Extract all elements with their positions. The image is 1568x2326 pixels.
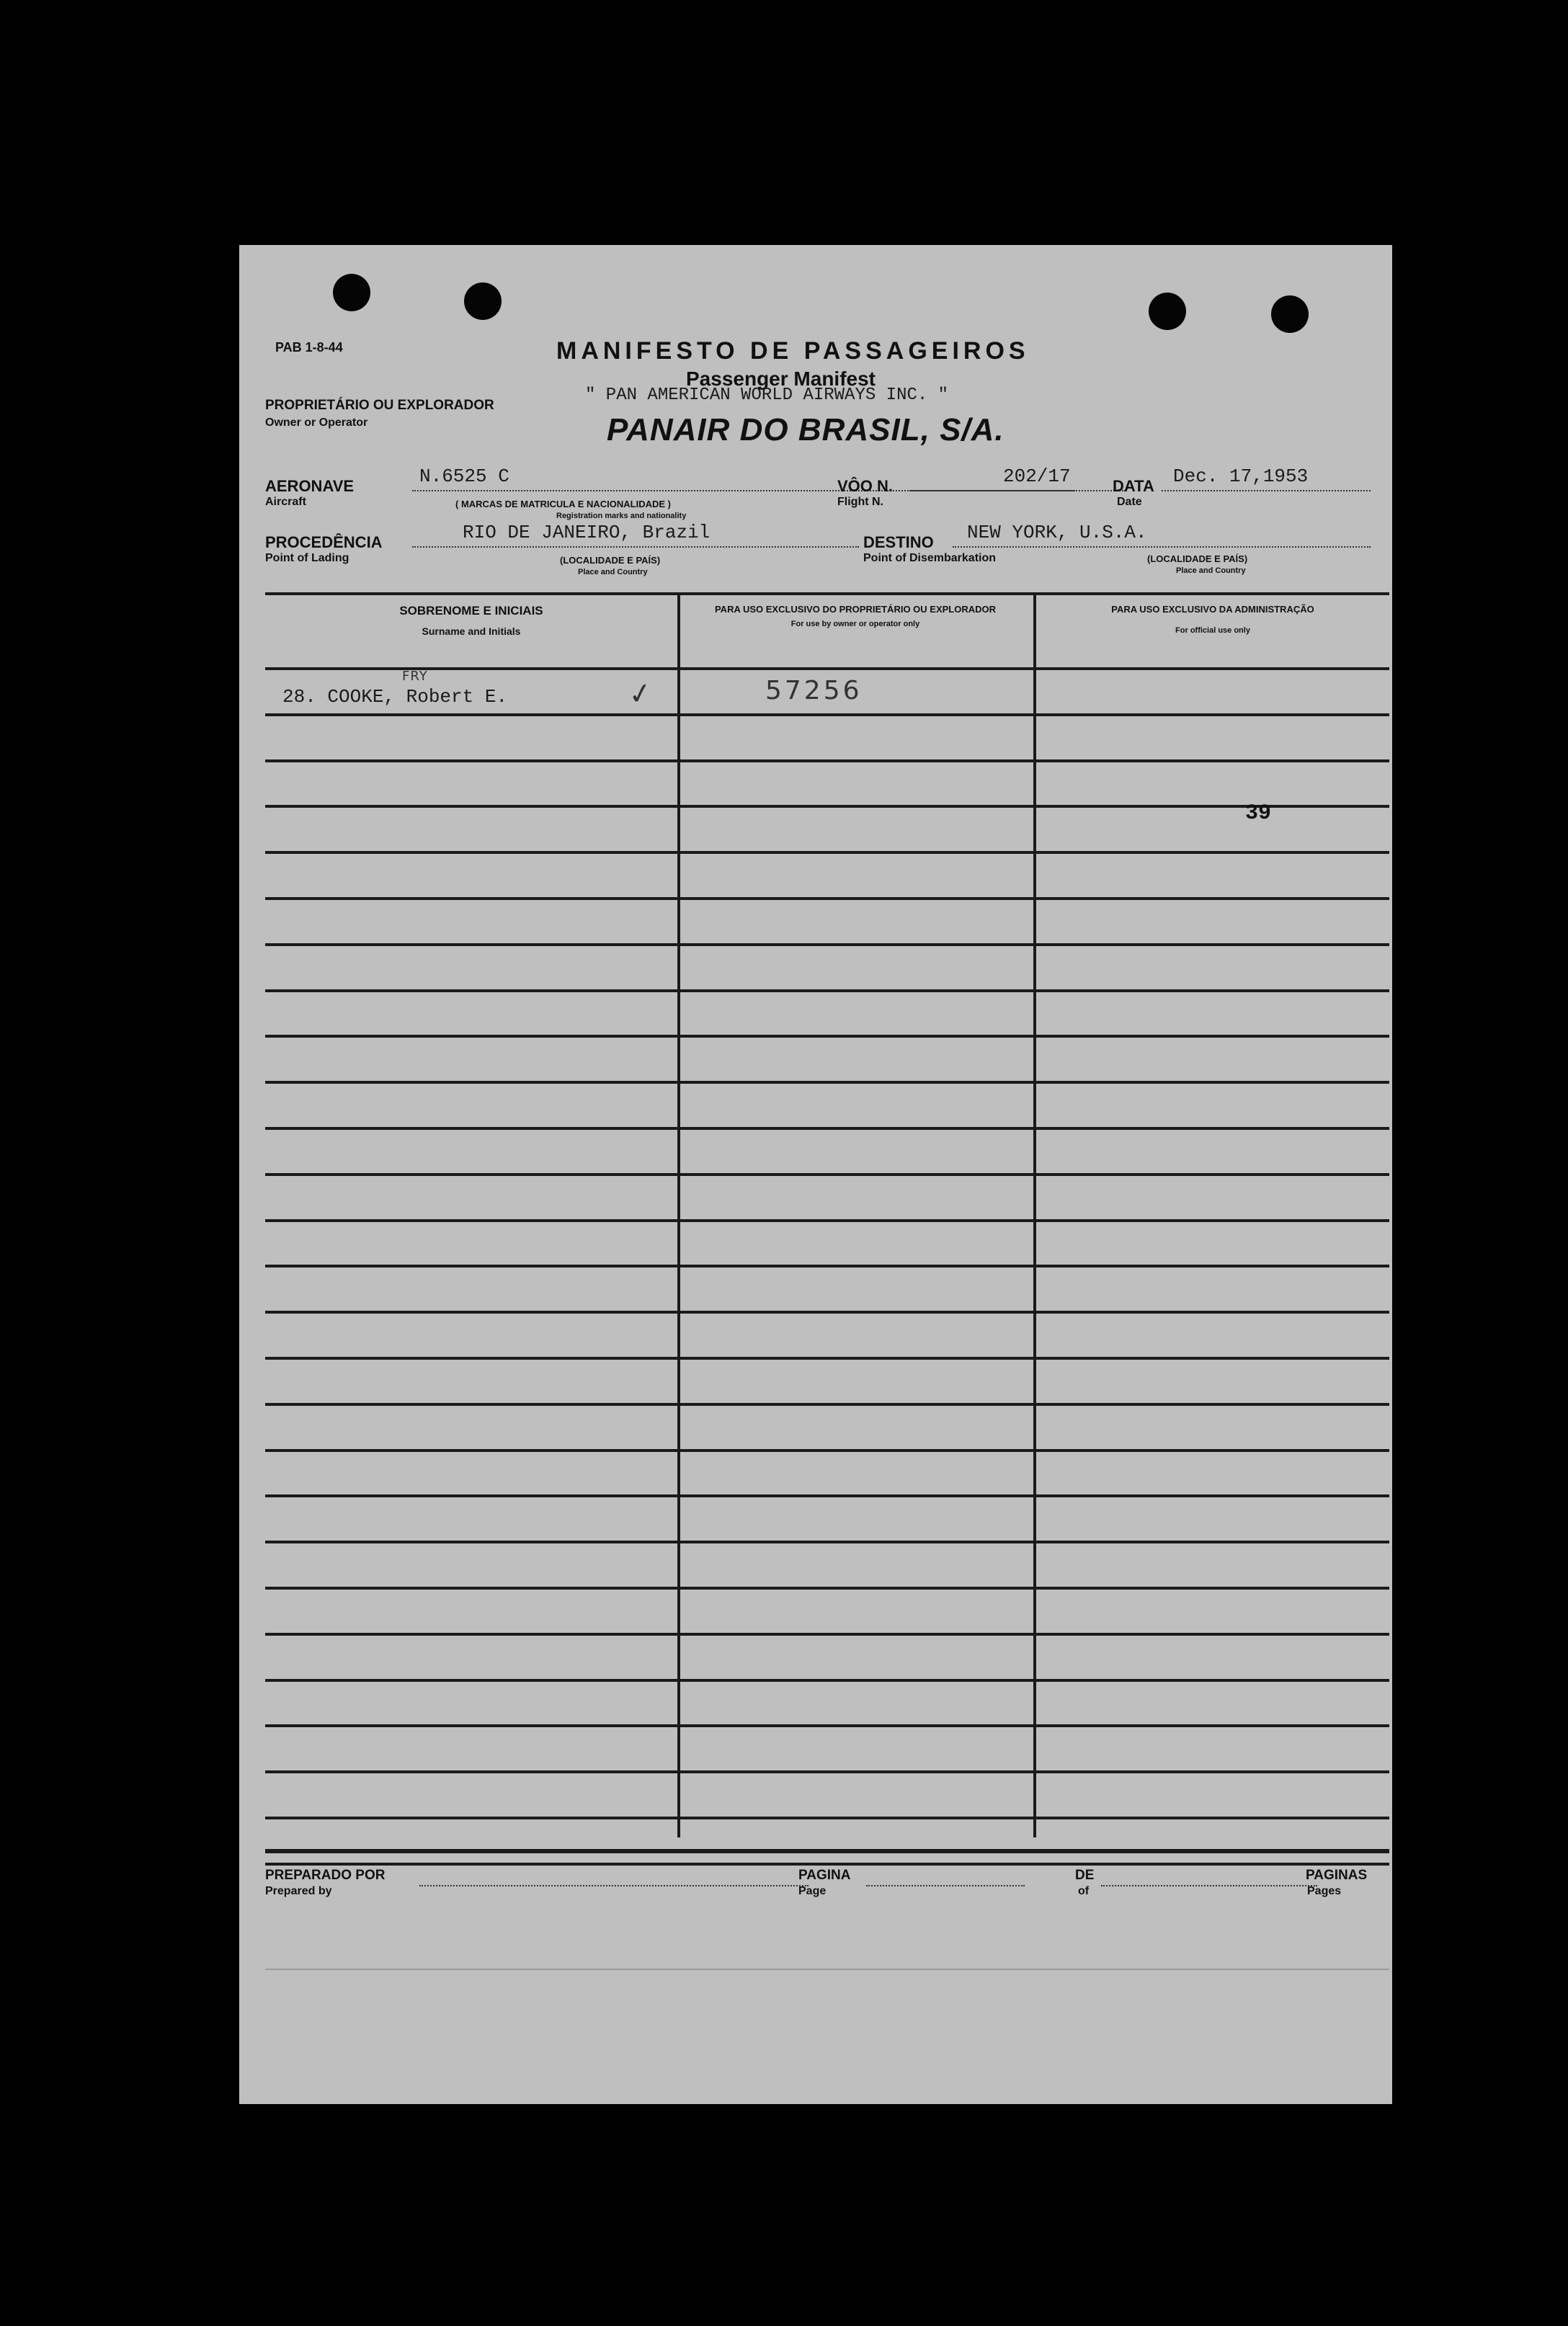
manifest-title: MANIFESTO DE PASSAGEIROS <box>556 337 1030 365</box>
table-row-line <box>265 989 1389 992</box>
table-row-line <box>265 1127 1389 1130</box>
owner-label-en: Owner or Operator <box>265 416 368 429</box>
checkmark: ✓ <box>625 675 659 713</box>
dest-place-label: (LOCALIDADE E PAÍS) <box>1147 553 1248 564</box>
pages-line <box>1101 1885 1317 1886</box>
page-label-en: Page <box>798 1885 827 1897</box>
col-owner-header <box>700 604 1010 628</box>
table-top-border <box>265 592 1389 595</box>
table-row-line <box>265 1817 1389 1819</box>
origin-label-en: Point of Lading <box>265 552 349 564</box>
table-row-line <box>265 1494 1389 1497</box>
destination-label: DESTINO <box>863 533 934 551</box>
table-row-line <box>265 1173 1389 1176</box>
col-surname-header <box>265 604 677 637</box>
table-row-line <box>265 667 1389 670</box>
flight-line <box>909 490 1126 491</box>
col-surname-label: SOBRENOME E INICIAIS <box>399 604 543 618</box>
manifest-subtitle: Passenger Manifest <box>686 367 876 390</box>
origin-line <box>412 546 859 548</box>
table-row-line <box>265 1081 1389 1084</box>
date-label: DATA <box>1113 477 1154 495</box>
table-divider-2 <box>1033 592 1036 1837</box>
admin-number: 39 <box>1245 801 1272 826</box>
prepared-by-line <box>419 1885 808 1886</box>
origin-label: PROCEDÊNCIA <box>265 533 383 551</box>
table-divider-1 <box>677 592 680 1837</box>
passenger-entry: 28. COOKE, Robert E. <box>282 686 508 708</box>
owner-number: 57256 <box>765 676 863 705</box>
of-label: DE <box>1075 1868 1095 1883</box>
table-row-line <box>265 713 1389 716</box>
operator-typed: " PAN AMERICAN WORLD AIRWAYS INC. " <box>585 386 949 405</box>
pages-label: PAGINAS <box>1306 1868 1368 1883</box>
table-row-line <box>265 1770 1389 1773</box>
aircraft-value: N.6525 C <box>419 465 509 487</box>
form-number: PAB 1-8-44 <box>275 340 343 355</box>
col-owner-label: PARA USO EXCLUSIVO DO PROPRIETÁRIO OU EXPLORADOR <box>714 604 997 615</box>
dest-place-label-en: Place and Country <box>1176 566 1246 575</box>
table-row-line <box>265 1679 1389 1682</box>
page-label: PAGINA <box>798 1868 851 1883</box>
destination-value: NEW YORK, U.S.A. <box>967 522 1147 543</box>
table-row-line <box>265 805 1389 808</box>
place-label-en: Place and Country <box>578 568 648 576</box>
destination-line <box>953 546 1371 548</box>
table-row-line <box>265 759 1389 762</box>
col-admin-label: PARA USO EXCLUSIVO DA ADMINISTRAÇÃO <box>1111 604 1314 615</box>
date-value: Dec. 17,1953 <box>1173 465 1309 487</box>
of-label-en: of <box>1078 1885 1090 1897</box>
table-row-line <box>265 1265 1389 1267</box>
page-line <box>866 1885 1025 1886</box>
table-row-line <box>265 897 1389 900</box>
origin-value: RIO DE JANEIRO, Brazil <box>463 522 710 543</box>
table-row-line <box>265 1035 1389 1038</box>
prepared-by-label: PREPARADO POR <box>265 1868 386 1883</box>
bottom-rule <box>265 1969 1389 1970</box>
table-row-line <box>265 1724 1389 1727</box>
table-row-line <box>265 1633 1389 1636</box>
table-row-line <box>265 1587 1389 1590</box>
flight-label-en: Flight N. <box>837 496 883 508</box>
aircraft-label-en: Aircraft <box>265 496 306 508</box>
table-row-line <box>265 1311 1389 1314</box>
table-row-line <box>265 1449 1389 1452</box>
place-label: (LOCALIDADE E PAÍS) <box>560 555 661 566</box>
col-owner-label-en: For use by owner or operator only <box>790 620 920 628</box>
table-row-line <box>265 943 1389 946</box>
table-row-line <box>265 1403 1389 1406</box>
operator-stamp: PANAIR DO BRASIL, S/A. <box>607 412 1004 447</box>
table-bottom-border <box>265 1849 1389 1853</box>
table-row-line <box>265 1357 1389 1360</box>
date-line <box>1162 490 1371 491</box>
col-admin-header <box>1036 604 1389 635</box>
punch-hole <box>1149 293 1186 330</box>
destination-label-en: Point of Disembarkation <box>863 552 997 564</box>
punch-hole <box>1271 295 1309 333</box>
name-correction: FRY <box>402 669 428 684</box>
registration-label-en: Registration marks and nationality <box>556 512 687 520</box>
col-admin-label-en: For official use only <box>1175 626 1250 635</box>
table-row-line <box>265 1219 1389 1222</box>
table-row-line <box>265 1541 1389 1543</box>
owner-label: PROPRIETÁRIO OU EXPLORADOR <box>265 398 494 413</box>
registration-label: ( MARCAS DE MATRICULA E NACIONALIDADE ) <box>455 499 671 509</box>
table-row-line <box>265 1863 1389 1866</box>
table-row-line <box>265 851 1389 854</box>
prepared-by-label-en: Prepared by <box>265 1885 332 1897</box>
flight-value: 202/17 <box>1003 465 1071 487</box>
col-surname-label-en: Surname and Initials <box>422 625 521 637</box>
manifest-sheet <box>239 245 1392 2104</box>
flight-label: VÔO N. <box>837 477 894 495</box>
pages-label-en: Pages <box>1307 1885 1342 1897</box>
punch-hole <box>333 274 370 311</box>
date-label-en: Date <box>1117 496 1142 508</box>
aircraft-label: AERONAVE <box>265 477 355 495</box>
punch-hole <box>464 282 502 320</box>
